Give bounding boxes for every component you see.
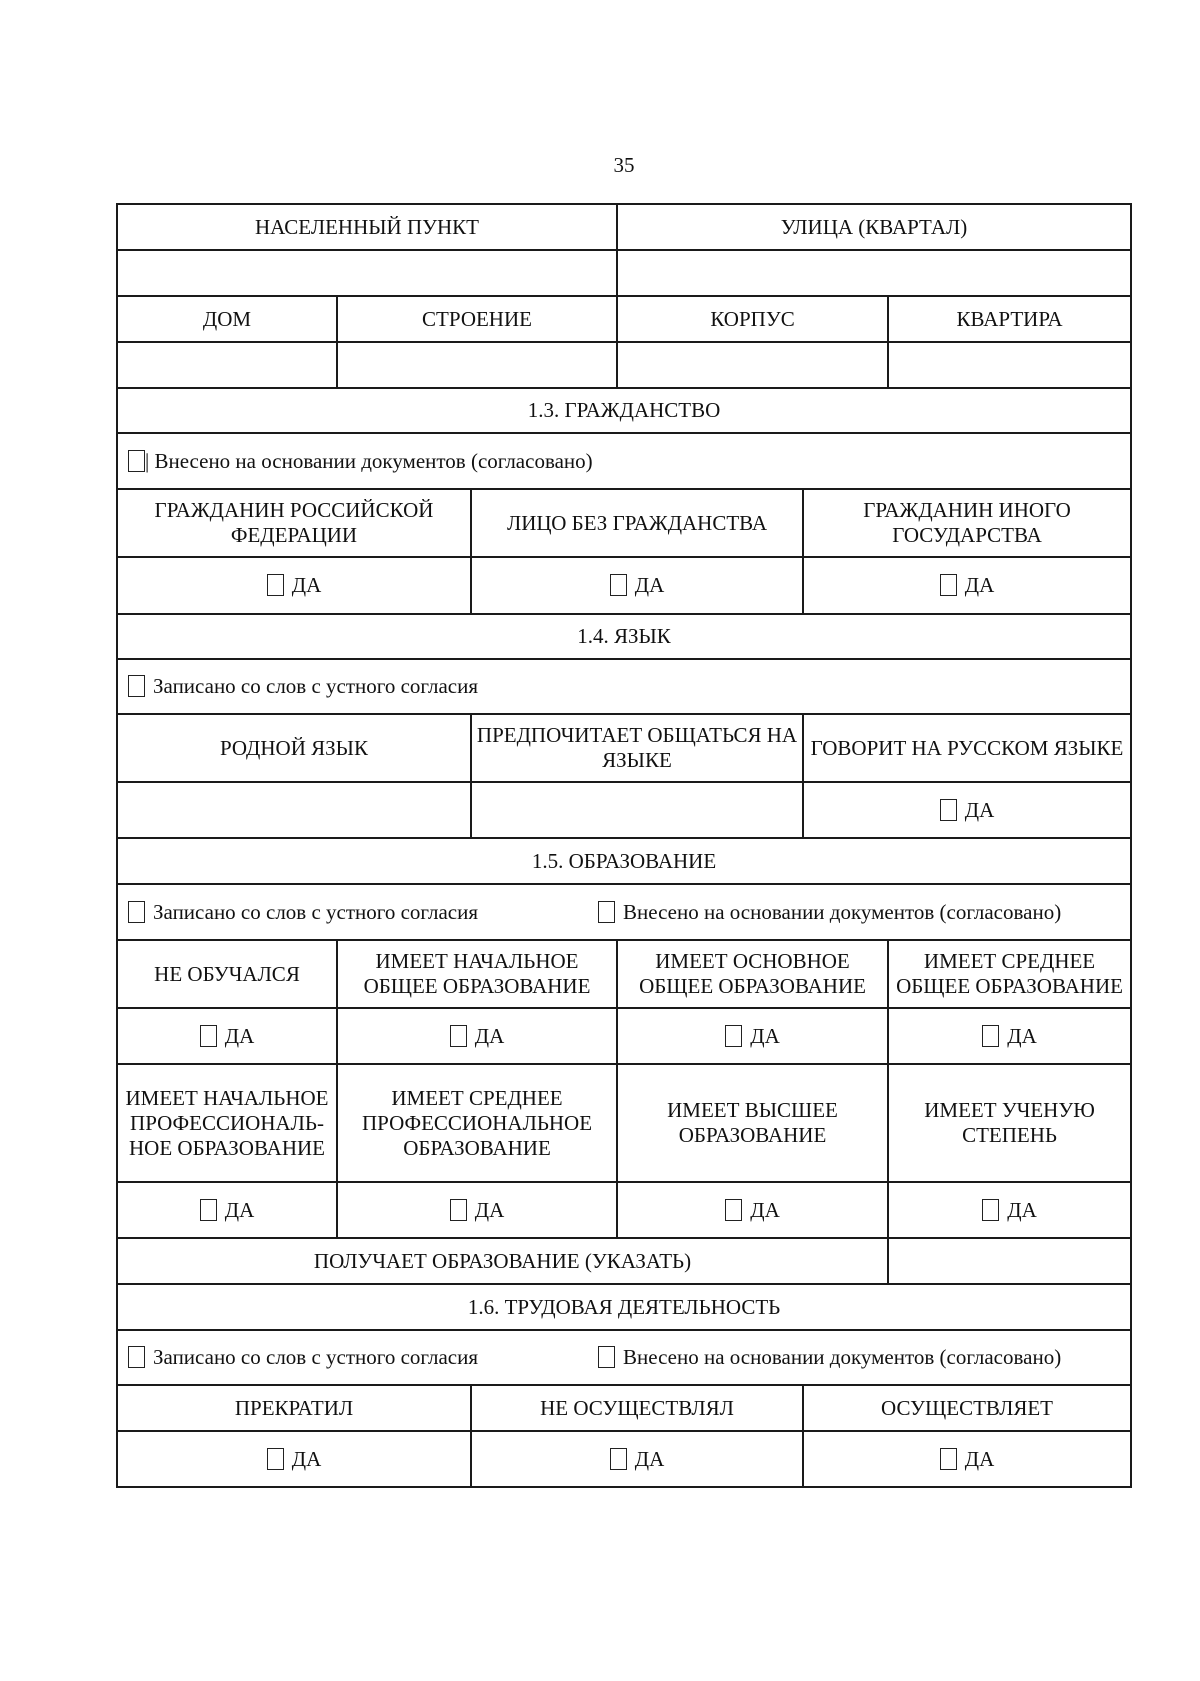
yes-label: ДА (474, 1023, 505, 1048)
page-number: 35 (613, 153, 635, 177)
header-secondary-vocational: ИМЕЕТ СРЕДНЕЕ ПРОФЕССИОНАЛЬНОЕ ОБРАЗОВАНИЕ (337, 1064, 617, 1182)
yes-label: ДА (750, 1023, 780, 1048)
yes-label: ДА (634, 1446, 665, 1471)
checkbox-foreign-citizen[interactable] (940, 574, 957, 596)
header-no-education: НЕ ОБУЧАЛСЯ (117, 940, 337, 1008)
header-working: ОСУЩЕСТВЛЯЕТ (803, 1385, 1131, 1431)
answer-secondary-general (888, 1008, 1131, 1064)
header-russian-citizen: ГРАЖДАНИН РОССИЙСКОЙ ФЕДЕРАЦИИ (117, 489, 471, 557)
section-title-language: 1.4. ЯЗЫК (117, 614, 1131, 659)
answer-higher-education (617, 1182, 888, 1238)
yes-label: ДА (291, 1446, 322, 1471)
header-academic-degree: ИМЕЕТ УЧЕНУЮ СТЕПЕНЬ (888, 1064, 1131, 1182)
employment-note-row (117, 1330, 1131, 1385)
section-title-citizenship: 1.3. ГРАЖДАНСТВО (117, 388, 1131, 433)
checkbox-stopped-working[interactable] (267, 1448, 284, 1470)
checkbox-secondary-vocational[interactable] (450, 1199, 467, 1221)
yes-label: ДА (224, 1197, 255, 1222)
answer-no-education (117, 1008, 337, 1064)
header-stateless: ЛИЦО БЕЗ ГРАЖДАНСТВА (471, 489, 803, 557)
answer-stateless (471, 557, 803, 614)
header-block: КОРПУС (617, 296, 888, 342)
language-note-row (117, 659, 1131, 714)
checkbox-docs-employment[interactable] (598, 1346, 615, 1368)
checkbox-oral-employment[interactable] (128, 1346, 145, 1368)
section-title-education: 1.5. ОБРАЗОВАНИЕ (117, 838, 1131, 884)
header-secondary-general: ИМЕЕТ СРЕДНЕЕ ОБЩЕЕ ОБРАЗОВАНИЕ (888, 940, 1131, 1008)
header-primary-vocational: ИМЕЕТ НАЧАЛЬНОЕ ПРОФЕССИОНАЛЬ-НОЕ ОБРАЗОВАНИЕ (117, 1064, 337, 1182)
header-speaks-russian: ГОВОРИТ НА РУССКОМ ЯЗЫКЕ (803, 714, 1131, 782)
yes-label: ДА (1007, 1023, 1037, 1048)
street-field[interactable] (617, 250, 1131, 296)
yes-label: ДА (964, 797, 995, 822)
answer-academic-degree (888, 1182, 1131, 1238)
note-docs-label: | Внесено на основании документов (согласовано) (145, 448, 593, 473)
header-never-worked: НЕ ОСУЩЕСТВЛЯЛ (471, 1385, 803, 1431)
header-street: УЛИЦА (КВАРТАЛ) (617, 204, 1131, 250)
preferred-language-field[interactable] (471, 782, 803, 838)
answer-speaks-russian (803, 782, 1131, 838)
yes-label: ДА (474, 1197, 505, 1222)
checkbox-stateless[interactable] (610, 574, 627, 596)
header-basic-general: ИМЕЕТ ОСНОВНОЕ ОБЩЕЕ ОБРАЗОВАНИЕ (617, 940, 888, 1008)
answer-foreign-citizen (803, 557, 1131, 614)
answer-basic-general (617, 1008, 888, 1064)
checkbox-docs-citizenship[interactable] (128, 450, 145, 472)
header-house: ДОМ (117, 296, 337, 342)
block-field[interactable] (617, 342, 888, 388)
header-locality: НАСЕЛЕННЫЙ ПУНКТ (117, 204, 617, 250)
native-language-field[interactable] (117, 782, 471, 838)
checkbox-speaks-russian[interactable] (940, 799, 957, 821)
checkbox-primary-vocational[interactable] (200, 1199, 217, 1221)
yes-label: ДА (634, 573, 665, 597)
checkbox-oral-language[interactable] (128, 675, 145, 697)
checkbox-no-education[interactable] (200, 1025, 217, 1047)
yes-label: ДА (1007, 1197, 1037, 1222)
checkbox-higher-education[interactable] (725, 1199, 742, 1221)
checkbox-docs-education[interactable] (598, 901, 615, 923)
locality-field[interactable] (117, 250, 617, 296)
citizenship-note-row (117, 433, 1131, 489)
checkbox-secondary-general[interactable] (982, 1025, 999, 1047)
header-native-language: РОДНОЙ ЯЗЫК (117, 714, 471, 782)
answer-working (803, 1431, 1131, 1487)
checkbox-russian-citizen[interactable] (267, 574, 284, 596)
yes-label: ДА (750, 1197, 780, 1222)
answer-russian-citizen (117, 557, 471, 614)
checkbox-oral-education[interactable] (128, 901, 145, 923)
header-preferred-language: ПРЕДПОЧИТАЕТ ОБЩАТЬСЯ НА ЯЗЫКЕ (471, 714, 803, 782)
checkbox-basic-general[interactable] (725, 1025, 742, 1047)
checkbox-academic-degree[interactable] (982, 1199, 999, 1221)
checkbox-working[interactable] (940, 1448, 957, 1470)
currently-studying-field[interactable] (888, 1238, 1131, 1284)
yes-label: ДА (224, 1023, 255, 1048)
note-docs-label: Внесено на основании документов (согласовано) (623, 899, 1062, 924)
header-apartment: КВАРТИРА (888, 296, 1131, 342)
answer-never-worked (471, 1431, 803, 1487)
answer-secondary-vocational (337, 1182, 617, 1238)
note-oral-label: Записано со слов с устного согласия (153, 1345, 478, 1369)
header-higher-education: ИМЕЕТ ВЫСШЕЕ ОБРАЗОВАНИЕ (617, 1064, 888, 1182)
answer-stopped-working (117, 1431, 471, 1487)
yes-label: ДА (964, 573, 995, 597)
yes-label: ДА (964, 1446, 995, 1471)
answer-primary-general (337, 1008, 617, 1064)
answer-primary-vocational (117, 1182, 337, 1238)
header-foreign-citizen: ГРАЖДАНИН ИНОГО ГОСУДАРСТВА (803, 489, 1131, 557)
census-form-table (116, 203, 1132, 1488)
house-field[interactable] (117, 342, 337, 388)
header-primary-general: ИМЕЕТ НАЧАЛЬНОЕ ОБЩЕЕ ОБРАЗОВАНИЕ (337, 940, 617, 1008)
checkbox-never-worked[interactable] (610, 1448, 627, 1470)
note-oral-label: Записано со слов с устного согласия (153, 899, 478, 924)
yes-label: ДА (291, 573, 322, 597)
note-docs-label: Внесено на основании документов (согласовано) (623, 1345, 1062, 1369)
section-title-employment: 1.6. ТРУДОВАЯ ДЕЯТЕЛЬНОСТЬ (117, 1284, 1131, 1330)
education-note-row (117, 884, 1131, 940)
note-oral-label: Записано со слов с устного согласия (153, 674, 478, 698)
header-building: СТРОЕНИЕ (337, 296, 617, 342)
checkbox-primary-general[interactable] (450, 1025, 467, 1047)
label-currently-studying: ПОЛУЧАЕТ ОБРАЗОВАНИЕ (УКАЗАТЬ) (117, 1238, 888, 1284)
header-stopped-working: ПРЕКРАТИЛ (117, 1385, 471, 1431)
building-field[interactable] (337, 342, 617, 388)
apartment-field[interactable] (888, 342, 1131, 388)
